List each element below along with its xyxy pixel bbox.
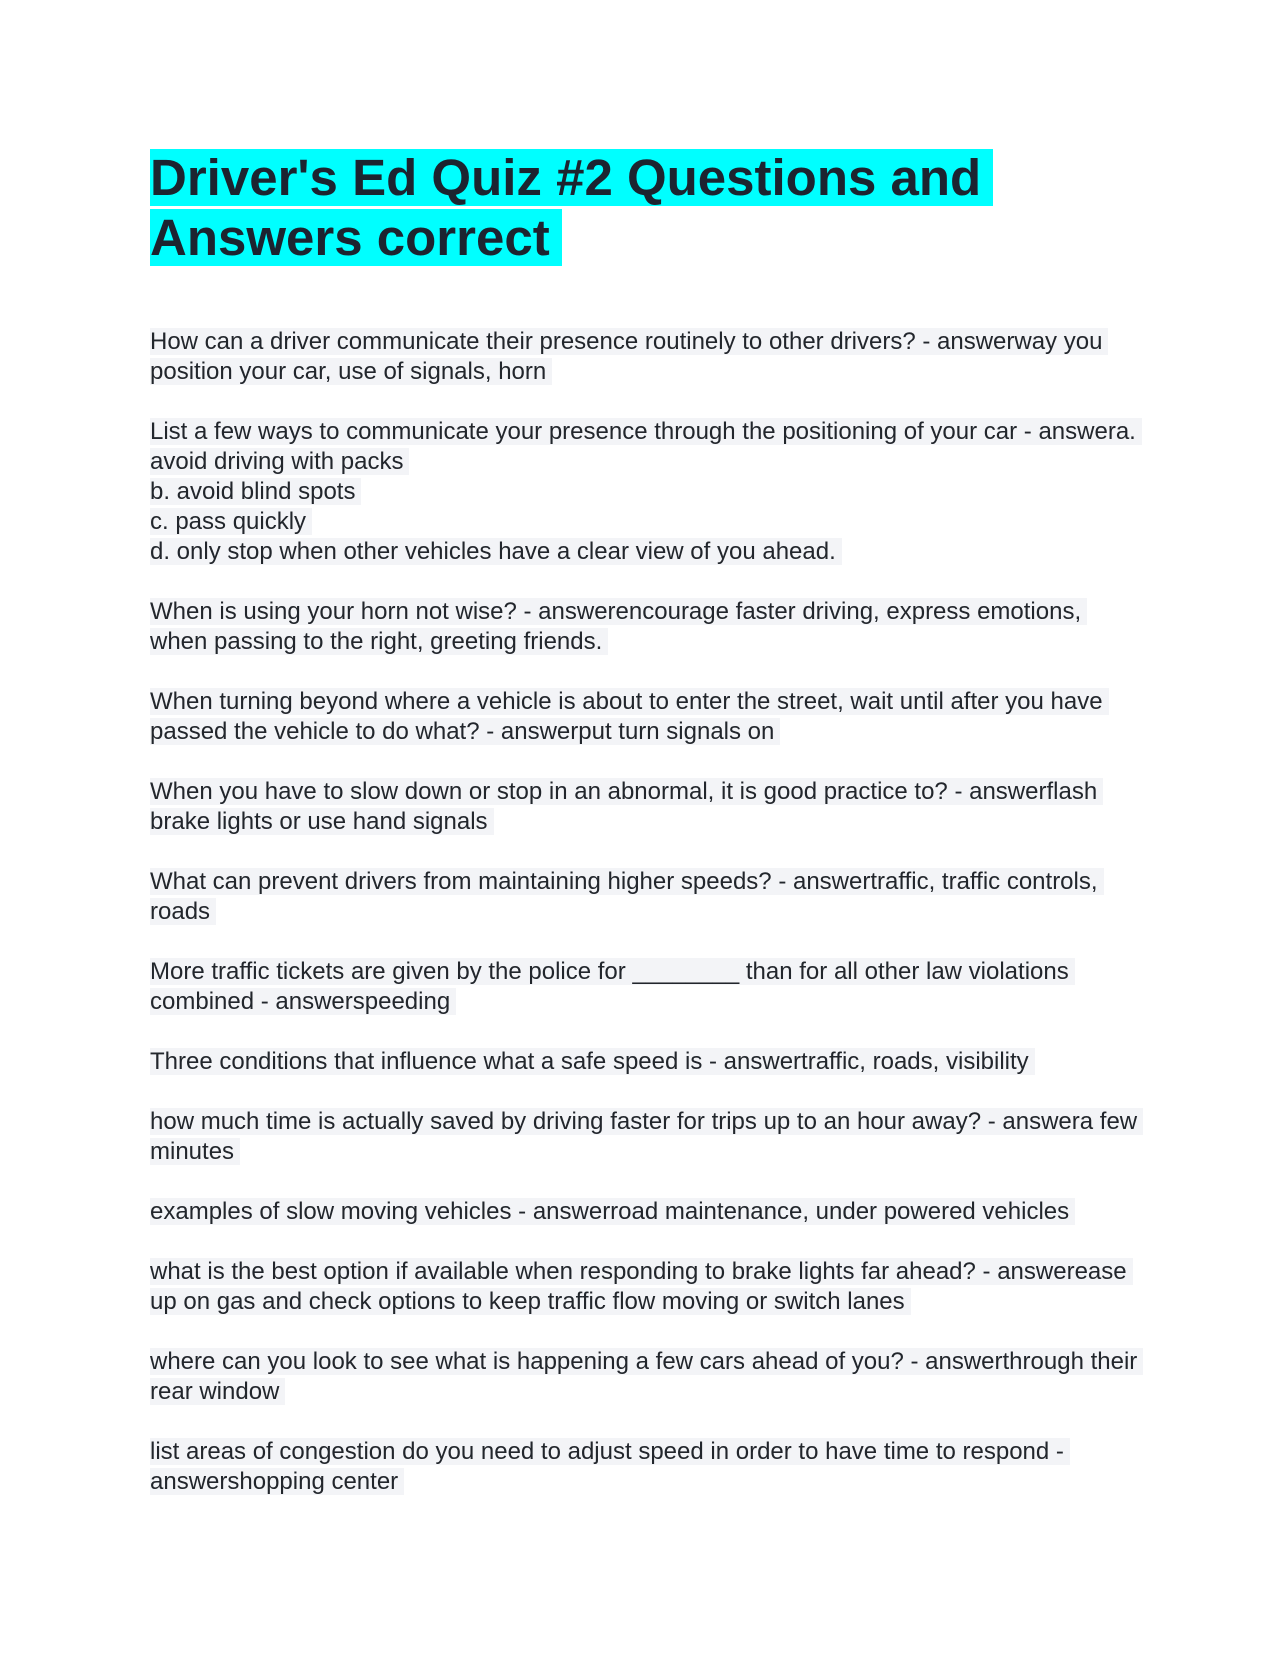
qa-text: how much time is actually saved by driving faster for trips up to an hour away? - answera few minutes (150, 1108, 1143, 1165)
qa-text: what is the best option if available when responding to brake lights far ahead? - answerease up on gas and check options to keep traffic flow moving or switch lanes (150, 1258, 1133, 1315)
document-title (150, 148, 990, 268)
qa-text: When is using your horn not wise? - answerencourage faster driving, express emotions, when passing to the right, greeting friends. (150, 598, 1087, 655)
qa-text: Three conditions that influence what a safe speed is - answertraffic, roads, visibility (150, 1048, 1035, 1075)
qa-item (150, 597, 1140, 657)
qa-list (150, 327, 1140, 1527)
qa-text: How can a driver communicate their presence routinely to other drivers? - answerway you position your car, use of signals, horn (150, 328, 1108, 385)
qa-item (150, 1437, 1140, 1497)
qa-text: What can prevent drivers from maintaining higher speeds? - answertraffic, traffic controls, roads (150, 868, 1104, 925)
qa-text: When you have to slow down or stop in an abnormal, it is good practice to? - answerflash brake lights or use hand signals (150, 778, 1103, 835)
qa-item (150, 957, 1140, 1017)
title-highlight: Driver's Ed Quiz #2 Questions and Answers correct (150, 149, 993, 266)
qa-text: When turning beyond where a vehicle is about to enter the street, wait until after you have passed the vehicle to do what? - answerput turn signals on (150, 688, 1109, 745)
qa-text: More traffic tickets are given by the police for ________ than for all other law violations combined - answerspeeding (150, 958, 1075, 1015)
qa-item (150, 1197, 1140, 1227)
qa-text: examples of slow moving vehicles - answerroad maintenance, under powered vehicles (150, 1198, 1075, 1225)
qa-item (150, 1347, 1140, 1407)
qa-item (150, 1257, 1140, 1317)
qa-text: list areas of congestion do you need to adjust speed in order to have time to respond - answershopping center (150, 1438, 1070, 1495)
qa-item (150, 777, 1140, 837)
qa-item (150, 417, 1140, 567)
qa-text: where can you look to see what is happening a few cars ahead of you? - answerthrough their rear window (150, 1348, 1143, 1405)
qa-item (150, 687, 1140, 747)
qa-item (150, 1107, 1140, 1167)
qa-item (150, 327, 1140, 387)
qa-text: List a few ways to communicate your presence through the positioning of your car - answera. avoid driving with packs b. avoid blind spots c. pass quickly d. only stop when other vehicles have a clear view of you ahead. (150, 418, 1142, 565)
qa-item (150, 867, 1140, 927)
qa-item (150, 1047, 1140, 1077)
